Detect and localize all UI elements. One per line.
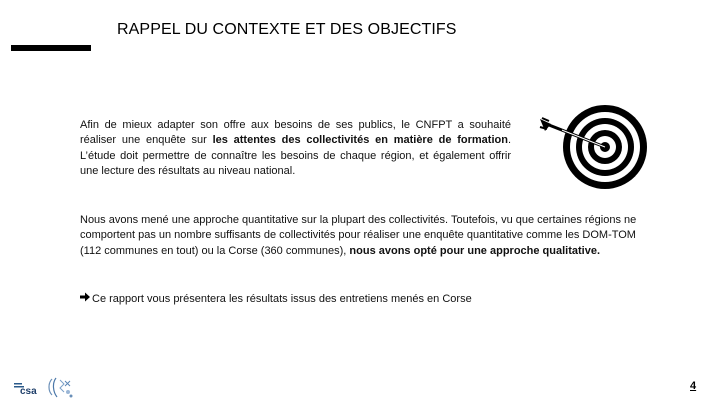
target-icon bbox=[537, 105, 669, 190]
context-text-1: Afin de mieux adapter son offre aux besoins de ses publics, le CNFPT a souhaité réaliser une enquête sur bbox=[80, 119, 511, 147]
report-text: Ce rapport vous présentera les résultats issus des entretiens menés en Corse bbox=[92, 293, 472, 305]
approach-text: Nous avons mené une approche quantitative sur la plupart des collectivités. Toutefois, vu que certaines régions ne comportent pas un nombre suffisants de collectivités pour réaliser une enquête quantitative comme les DOM-TOM (112 communes en tout) ou la Corse (360 communes), bbox=[80, 214, 637, 257]
cnfpt-logo bbox=[46, 375, 76, 400]
approach-bold: nous avons opté pour une approche qualitative. bbox=[349, 244, 601, 257]
title-accent-bar bbox=[11, 45, 91, 51]
svg-text:csa: csa bbox=[20, 386, 37, 396]
context-text-2: . L’étude doit permettre de connaître les besoins de chaque région, et également offrir une lecture des résultats au niveau national. bbox=[80, 134, 512, 178]
approach-paragraph bbox=[80, 213, 640, 259]
arrow-right-icon bbox=[80, 292, 90, 302]
report-statement bbox=[80, 292, 640, 307]
context-paragraph bbox=[80, 118, 511, 180]
csa-logo bbox=[14, 381, 40, 396]
page-title: RAPPEL DU CONTEXTE ET DES OBJECTIFS bbox=[117, 21, 457, 38]
page-number: 4 bbox=[690, 380, 697, 392]
context-bold: les attentes des collectivités en matière de formation bbox=[212, 134, 508, 147]
